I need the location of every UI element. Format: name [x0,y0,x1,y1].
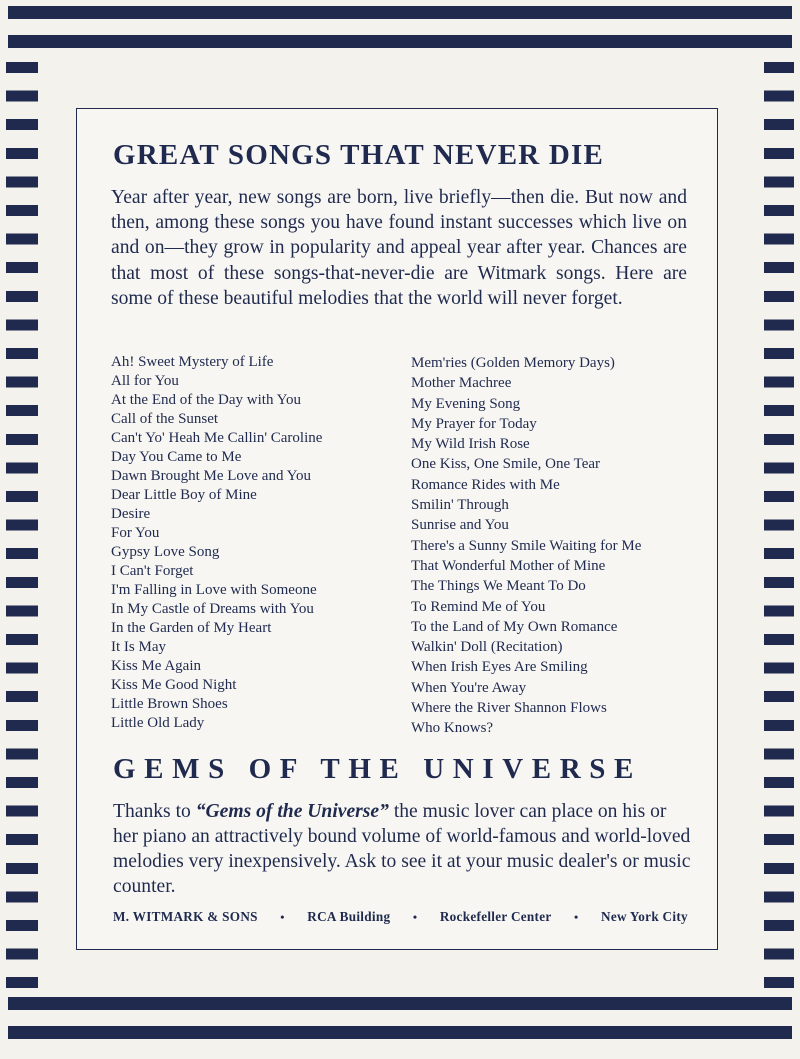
song-title: My Wild Irish Rose [411,436,530,453]
song-title: The Things We Meant To Do [411,578,586,595]
intro-paragraph: Year after year, new songs are born, live briefly—then die. But now and then, among these songs you have found instant successes which live on and on—they grow in popularity and appeal year after year. Chances are that most of these songs-that-never-die are Witmark songs. Here are some of these beautiful melodies that the world will never forget. [111,187,687,309]
song-title: Little Old Lady [111,715,205,731]
publisher-center: Rockefeller Center [439,909,552,924]
left-stripe-border [6,62,38,1003]
song-title: Smilin' Through [411,497,509,514]
song-title: Kiss Me Good Night [111,677,237,693]
song-title: Dawn Brought Me Love and You [111,468,311,484]
song-list-left [111,353,322,733]
song-title: Mem'ries (Golden Memory Days) [411,355,615,371]
song-title: For You [111,525,160,541]
song-title: I'm Falling in Love with Someone [111,582,317,598]
song-title: Mother Machree [411,375,512,392]
publisher-footer [113,909,688,925]
song-title: Day You Came to Me [111,449,242,465]
separator-dot: • [574,909,579,924]
song-title: One Kiss, One Smile, One Tear [411,456,601,473]
song-title: Dear Little Boy of Mine [111,487,257,503]
publisher-name: M. WITMARK & SONS [113,909,258,924]
song-title: When Irish Eyes Are Smiling [411,659,588,676]
song-title: Romance Rides with Me [411,476,560,493]
song-title: That Wonderful Mother of Mine [411,557,606,574]
song-list-right [411,353,641,739]
right-stripe-border [764,62,794,1003]
song-title: Call of the Sunset [111,411,219,427]
song-title: Little Brown Shoes [111,696,228,712]
song-title: There's a Sunny Smile Waiting for Me [411,537,642,554]
song-title: My Evening Song [411,395,521,412]
song-title: Desire [111,506,151,522]
song-title: I Can't Forget [111,563,194,579]
gems-heading: GEMS OF THE UNIVERSE [113,753,642,785]
song-title: When You're Away [411,679,527,696]
song-title: Ah! Sweet Mystery of Life [111,354,274,370]
song-title: Gypsy Love Song [111,544,220,560]
publisher-city: New York City [601,909,688,924]
song-title: It Is May [111,639,166,655]
separator-dot: • [280,909,285,924]
publisher-building: RCA Building [307,909,391,924]
gems-book-title: “Gems of the Universe” [195,801,389,822]
top-stripe-border [8,6,792,64]
song-title: All for You [111,373,179,389]
song-title: Who Knows? [411,720,494,737]
song-title: Where the River Shannon Flows [411,700,607,717]
song-title: Can't Yo' Heah Me Callin' Caroline [111,430,323,446]
gems-paragraph [113,799,693,899]
song-title: To Remind Me of You [411,598,546,615]
song-title: To the Land of My Own Romance [411,618,618,635]
song-title: Kiss Me Again [111,658,201,674]
song-title: Sunrise and You [411,517,509,534]
gems-text-after: the music lover can place on his or her piano an attractively bound volume of world-famous and world-loved melodies very inexpensively. Ask to see it at your music dealer's or music counter. [113,801,691,897]
content-panel [76,108,718,950]
song-title: At the End of the Day with You [111,392,301,408]
song-title: In the Garden of My Heart [111,620,272,636]
song-title: Walkin' Doll (Recitation) [411,639,563,656]
gems-text-before: Thanks to [113,801,196,822]
song-title: In My Castle of Dreams with You [111,601,314,617]
bottom-stripe-border [8,997,792,1055]
page-title: GREAT SONGS THAT NEVER DIE [113,139,605,171]
song-title: My Prayer for Today [411,415,537,432]
separator-dot: • [412,909,418,924]
